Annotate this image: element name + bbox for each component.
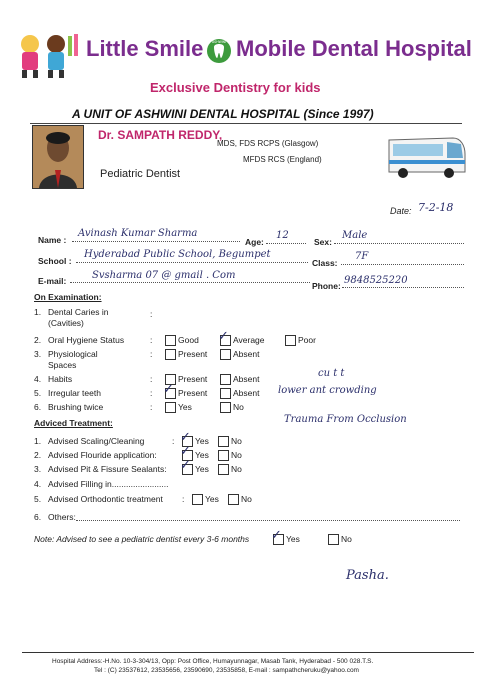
exam-4-colon: : xyxy=(150,374,153,384)
age-value: 12 xyxy=(276,230,289,241)
irregular-present-label: Present xyxy=(178,388,208,398)
exam-1-num: 1. xyxy=(34,307,42,317)
flouride-no-checkbox[interactable] xyxy=(218,450,229,461)
sex-label: Sex: xyxy=(314,237,332,247)
exam-3-colon: : xyxy=(150,349,153,359)
scaling-yes-label: Yes xyxy=(195,436,209,446)
class-value: 7F xyxy=(355,251,369,262)
spaces-absent-checkbox[interactable] xyxy=(220,349,231,360)
school-underline xyxy=(76,262,308,263)
doctor-speciality: Pediatric Dentist xyxy=(100,168,181,180)
email-value: Svsharma 07 @ gmail . Com xyxy=(92,270,236,281)
treat-6-label: Others: xyxy=(48,512,76,522)
treat-3-num: 3. xyxy=(34,464,42,474)
name-label: Name : xyxy=(38,235,67,245)
exam-2-label: Oral Hygiene Status xyxy=(48,335,125,345)
treat-5-label: Advised Orthodontic treatment xyxy=(48,494,163,504)
school-label: School : xyxy=(38,256,72,266)
treat-5-num: 5. xyxy=(34,494,42,504)
sealants-no-label: No xyxy=(231,464,242,474)
brand-right: Mobile Dental Hospital xyxy=(236,36,472,61)
brushing-yes-checkbox[interactable] xyxy=(165,402,176,413)
sealants-yes-label: Yes xyxy=(195,464,209,474)
habits-absent-label: Absent xyxy=(233,374,260,384)
ortho-yes-checkbox[interactable] xyxy=(192,494,203,505)
treat-5-colon: : xyxy=(182,494,185,504)
footer-address: Hospital Address:-H.No. 10-3-304/13, Opp: Post Office, Humayunnagar, Masab Tank, Hyderabad - 500 028.T.S. xyxy=(52,658,374,665)
habits-absent-checkbox[interactable] xyxy=(220,374,231,385)
treat-2-label: Advised Flouride application: xyxy=(48,450,157,460)
name-underline xyxy=(72,241,240,242)
ortho-no-checkbox[interactable] xyxy=(228,494,239,505)
sex-underline xyxy=(334,243,464,244)
phone-value: 9848525220 xyxy=(344,275,408,286)
hygiene-poor-label: Poor xyxy=(298,335,316,345)
exam-1-colon: : xyxy=(150,309,153,319)
footer-divider xyxy=(22,652,474,653)
exam-4-num: 4. xyxy=(34,374,42,384)
others-underline xyxy=(76,520,460,521)
note-yes-label: Yes xyxy=(286,534,300,544)
hygiene-good-label: Good xyxy=(178,335,199,345)
exam-2-num: 2. xyxy=(34,335,42,345)
brushing-no-checkbox[interactable] xyxy=(220,402,231,413)
sealants-yes-check-icon: ✓ xyxy=(180,457,191,472)
scaling-no-checkbox[interactable] xyxy=(218,436,229,447)
sex-value: Male xyxy=(342,230,368,241)
irregular-absent-checkbox[interactable] xyxy=(220,388,231,399)
exam-note-1: cu t t xyxy=(318,368,345,379)
exam-6-num: 6. xyxy=(34,402,42,412)
date-value: 7-2-18 xyxy=(418,201,454,214)
class-underline xyxy=(341,264,464,265)
name-value: Avinash Kumar Sharma xyxy=(78,228,198,239)
flouride-no-label: No xyxy=(231,450,242,460)
spaces-absent-label: Absent xyxy=(233,349,260,359)
exam-2-colon: : xyxy=(150,335,153,345)
exam-1-label: Dental Caries in xyxy=(48,307,109,317)
treat-4-label: Advised Filling in........................ xyxy=(48,479,169,489)
exam-1-label2: (Cavities) xyxy=(48,318,84,328)
exam-note-3: Trauma From Occlusion xyxy=(284,414,407,425)
hygiene-poor-checkbox[interactable] xyxy=(285,335,296,346)
exam-note-2: lower ant crowding xyxy=(278,385,377,396)
brand-left: Little Smile xyxy=(86,36,204,61)
svg-text:ASHWINI: ASHWINI xyxy=(211,40,227,44)
habits-present-label: Present xyxy=(178,374,208,384)
hygiene-good-checkbox[interactable] xyxy=(165,335,176,346)
doctor-name: Dr. SAMPATH REDDY, xyxy=(98,128,223,142)
unit-line: A UNIT OF ASHWINI DENTAL HOSPITAL (Since 1997) xyxy=(72,107,374,121)
tooth-logo xyxy=(206,38,232,64)
exam-3-num: 3. xyxy=(34,349,42,359)
class-label: Class: xyxy=(312,258,338,268)
email-underline xyxy=(70,282,310,283)
footer-contact: Tel : (C) 23537612, 23535656, 23590690, 23535858, E-mail : sampathcheruku@yahoo.com xyxy=(94,667,359,674)
header-divider xyxy=(30,123,462,124)
kids-logo xyxy=(10,30,82,78)
school-value: Hyderabad Public School, Begumpet xyxy=(84,249,271,260)
treat-1-num: 1. xyxy=(34,436,42,446)
flouride-yes-label: Yes xyxy=(195,450,209,460)
sealants-no-checkbox[interactable] xyxy=(218,464,229,475)
brushing-no-label: No xyxy=(233,402,244,412)
tagline: Exclusive Dentistry for kids xyxy=(150,80,321,95)
treat-1-label: Advised Scaling/Cleaning xyxy=(48,436,145,446)
age-underline xyxy=(266,243,306,244)
exam-3-label: Physiological xyxy=(48,349,98,359)
ortho-no-label: No xyxy=(241,494,252,504)
date-label: Date: xyxy=(390,206,412,216)
exam-5-label: Irregular teeth xyxy=(48,388,101,398)
examination-title: On Examination: xyxy=(34,292,102,302)
exam-5-colon: : xyxy=(150,388,153,398)
treat-3-label: Advised Pit & Fissure Sealants: xyxy=(48,464,167,474)
exam-4-label: Habits xyxy=(48,374,73,384)
phone-label: Phone: xyxy=(312,281,341,291)
treatment-title: Adviced Treatment: xyxy=(34,418,113,428)
irregular-absent-label: Absent xyxy=(233,388,260,398)
treat-6-num: 6. xyxy=(34,512,42,522)
bus-icon xyxy=(385,132,467,182)
exam-6-label: Brushing twice xyxy=(48,402,104,412)
scaling-yes-check-icon: ✓ xyxy=(180,429,191,444)
hygiene-average-check-icon: ✓ xyxy=(218,328,229,343)
signature: Pasha. xyxy=(346,568,389,583)
brushing-yes-label: Yes xyxy=(178,402,192,412)
exam-5-num: 5. xyxy=(34,388,42,398)
note-no-label: No xyxy=(341,534,352,544)
spaces-present-label: Present xyxy=(178,349,208,359)
treat-4-num: 4. xyxy=(34,479,42,489)
treat-1-colon: : xyxy=(172,436,175,446)
exam-6-colon: : xyxy=(150,402,153,412)
ortho-yes-label: Yes xyxy=(205,494,219,504)
doctor-photo xyxy=(32,125,84,189)
doctor-quals-2: MFDS RCS (England) xyxy=(243,155,322,164)
age-label: Age: xyxy=(245,237,264,247)
note-no-checkbox[interactable] xyxy=(328,534,339,545)
spaces-present-checkbox[interactable] xyxy=(165,349,176,360)
exam-3-label2: Spaces xyxy=(48,360,77,370)
note-text: Note: Advised to see a pediatric dentist every 3-6 months xyxy=(34,534,250,544)
treat-2-num: 2. xyxy=(34,450,42,460)
phone-underline xyxy=(342,287,464,288)
flouride-yes-check-icon: ✓ xyxy=(180,443,191,458)
irregular-present-check-icon: ✓ xyxy=(163,381,174,396)
note-yes-check-icon: ✓ xyxy=(271,527,282,542)
scaling-no-label: No xyxy=(231,436,242,446)
email-label: E-mail: xyxy=(38,276,67,286)
doctor-quals-1: MDS, FDS RCPS (Glasgow) xyxy=(217,139,319,148)
hygiene-average-label: Average xyxy=(233,335,265,345)
